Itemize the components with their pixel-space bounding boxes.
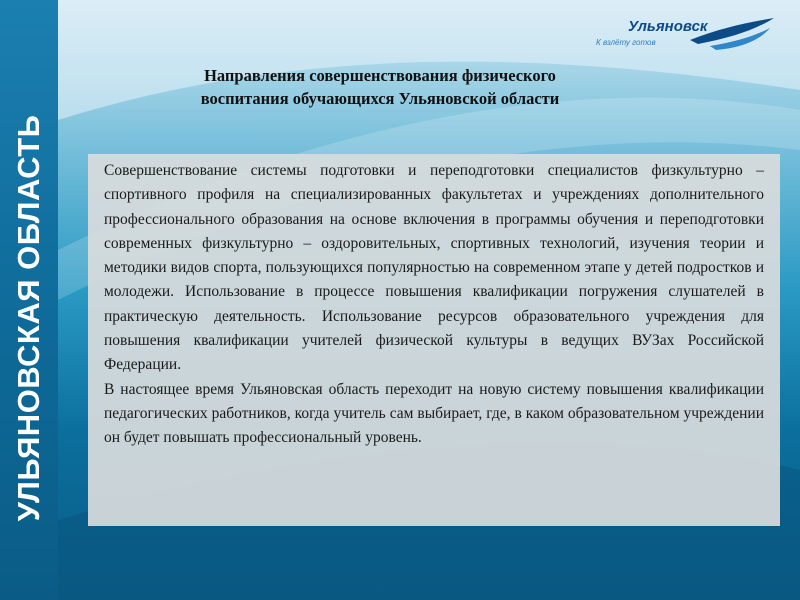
- title-line-2: воспитания обучающихся Ульяновской области: [200, 89, 560, 108]
- title-line-1: Направления совершенствования физического: [204, 66, 556, 85]
- side-band: [0, 0, 58, 600]
- logo-name: Ульяновск: [628, 18, 708, 35]
- paragraph-2: В настоящее время Ульяновская область переходит на новую систему повышения квалификации педагогических работников, когда учитель сам выбирает, где, в каком образовательном учреждении он будет повышать профессиональный уровень.: [104, 380, 764, 447]
- ulyanovsk-logo: [590, 16, 775, 62]
- paragraph-1: Совершенствование системы подготовки и переподготовки специалистов физкультурно – спортивного профиля на специализированных факультетах и учреждениях дополнительного профессионального образования на основе включения в программы обучения и переподготовки современных физкультурно – оздоровительных, спортивных технологий, изучения теории и методики видов спорта, пользующихся популярностью на современном этапе у детей подростков и молодежи. Использование в процессе повышения квалификации погружения слушателей в практическую деятельность. Использование ресурсов образовательного учреждения для повышения квалификации учителей физической культуры в ведущих ВУЗах Российской Федерации.: [104, 162, 764, 374]
- slide-title: [100, 64, 660, 110]
- side-banner-text: УЛЬЯНОВСКАЯ ОБЛАСТЬ: [11, 114, 46, 522]
- logo-tagline: К взлёту готов: [596, 38, 656, 47]
- body-text: [104, 159, 764, 451]
